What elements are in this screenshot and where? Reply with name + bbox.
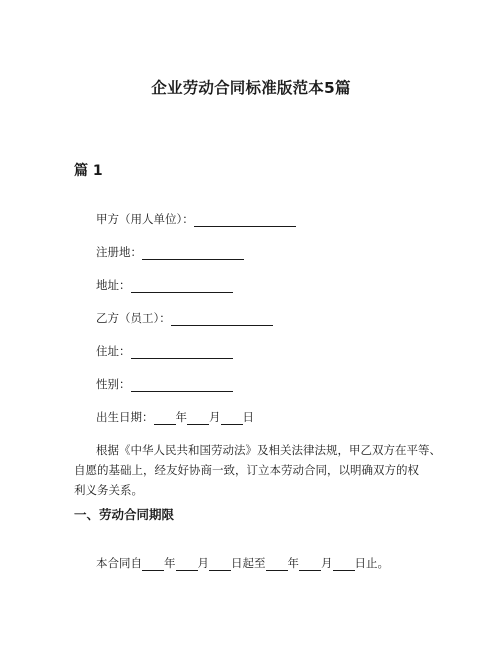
intro-line-1: 根据《中华人民共和国劳动法》及相关法律法规，甲乙双方在平等、: [96, 443, 441, 457]
term-start-month-label: 月: [197, 556, 209, 570]
intro-line-2: 自愿的基础上，经友好协商一致，订立本劳动合同，以明确双方的权: [74, 463, 419, 477]
intro-line-3: 利义务关系。: [74, 483, 143, 497]
gender-label: 性别：: [96, 377, 131, 391]
section-label: 篇 1: [74, 163, 103, 179]
birth-day-label: 日: [242, 410, 254, 424]
term-end-year-label: 年: [287, 556, 299, 570]
residence-label: 住址：: [96, 344, 131, 358]
term-start-year-blank: [142, 557, 164, 571]
term-end-text: 日止。: [354, 556, 389, 570]
registered-address-blank: [142, 246, 244, 260]
birth-year-label: 年: [175, 410, 187, 424]
party-a-blank: [194, 213, 296, 227]
contract-term-line: [96, 555, 389, 571]
gender-field: [96, 376, 233, 392]
birth-date-label: 出生日期：: [96, 410, 154, 424]
party-a-field: [96, 211, 296, 227]
party-a-label: 甲方（用人单位）：: [96, 212, 194, 226]
birth-day-blank: [221, 411, 243, 425]
birth-year-blank: [154, 411, 176, 425]
registered-address-label: 注册地：: [96, 245, 142, 259]
term-end-month-blank: [299, 557, 321, 571]
residence-blank: [131, 345, 233, 359]
party-b-field: [96, 310, 273, 326]
address-field: [96, 277, 233, 293]
residence-field: [96, 343, 233, 359]
birth-date-field: [96, 409, 254, 425]
heading-contract-term: 一、劳动合同期限: [74, 507, 175, 522]
party-b-blank: [171, 312, 273, 326]
birth-month-blank: [187, 411, 209, 425]
term-start-text: 本合同自: [96, 556, 142, 570]
address-label: 地址：: [96, 278, 131, 292]
party-b-label: 乙方（员工）：: [96, 311, 171, 325]
term-start-year-label: 年: [164, 556, 176, 570]
gender-blank: [131, 378, 233, 392]
document-title: 企业劳动合同标准版范本5篇: [151, 79, 351, 97]
term-start-day-label: 日起至: [231, 556, 266, 570]
term-start-month-blank: [176, 557, 198, 571]
term-end-day-blank: [333, 557, 355, 571]
term-end-month-label: 月: [321, 556, 333, 570]
registered-address-field: [96, 244, 244, 260]
birth-month-label: 月: [209, 410, 221, 424]
term-start-day-blank: [209, 557, 231, 571]
intro-paragraph: [74, 440, 441, 500]
address-blank: [131, 279, 233, 293]
term-end-year-blank: [266, 557, 288, 571]
